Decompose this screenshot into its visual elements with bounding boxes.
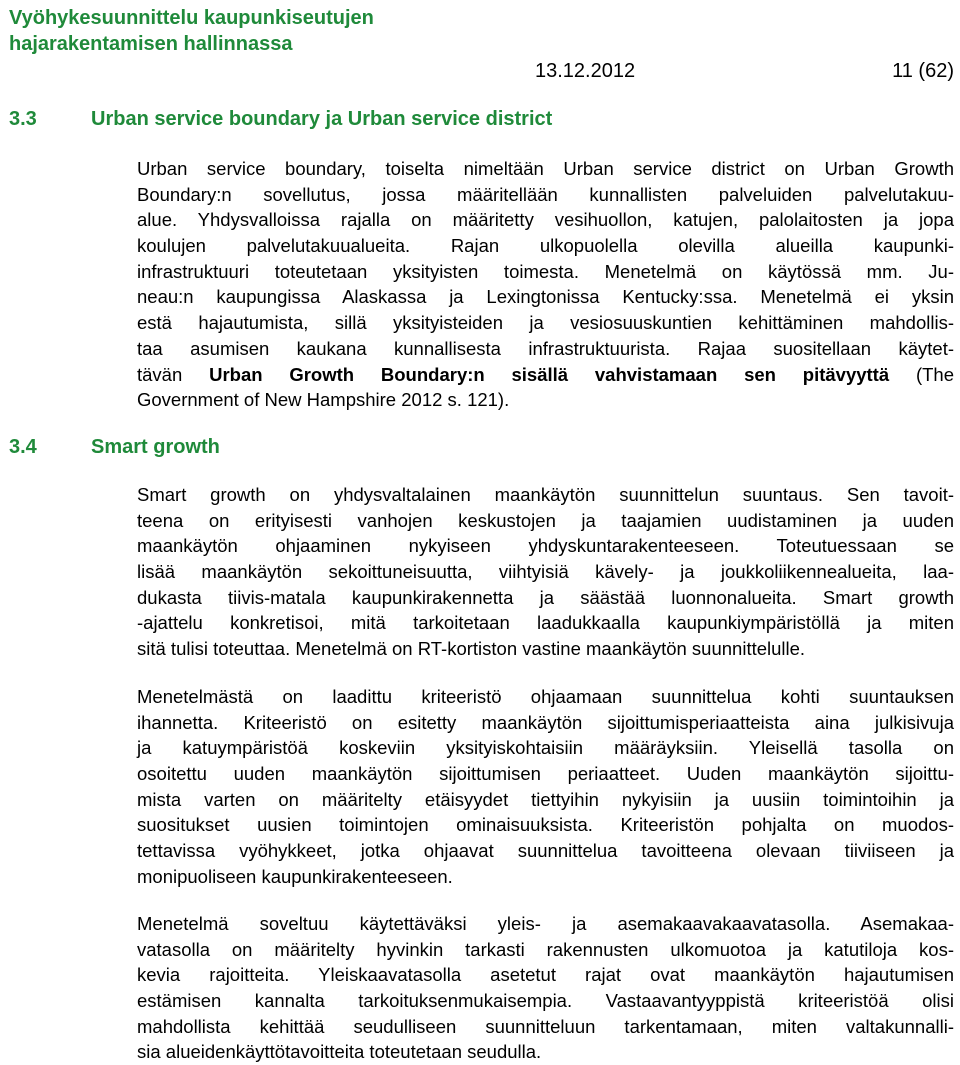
text-run: tävän (137, 363, 210, 385)
section-number: 3.3 (9, 108, 37, 130)
text-line: vatasolla on määritelty hyvinkin tarkasti rakennusten ulkomuotoa ja katutiloja kos- (137, 938, 954, 960)
text-line: dukasta tiivis-matala kaupunkirakennetta ja säästää luonnonalueita. Smart growth (137, 586, 954, 608)
section-3-4-paragraph-3 (137, 911, 954, 1065)
text-line: ihannetta. Kriteeristö on esitetty maankäytön sijoittumisperiaatteista aina julkisivuja (137, 711, 954, 733)
text-line: alue. Yhdysvalloissa rajalla on määritetty vesihuollon, katujen, palolaitosten ja jopa (137, 209, 954, 231)
section-title: Smart growth (91, 436, 220, 458)
text-line: kevia rajoitteita. Yleiskaavatasolla asetetut rajat ovat maankäytön hajautumisen (137, 964, 954, 986)
section-heading-3-3 (9, 106, 552, 132)
document-header-title (9, 5, 374, 57)
text-line: ja katuympäristöä koskeviin yksityiskohtaisiin määräyksiin. Yleisellä tasolla on (137, 737, 954, 759)
text-line: Smart growth on yhdysvaltalainen maankäytön suunnittelun suuntaus. Sen tavoit- (137, 484, 954, 505)
text-line: Menetelmä soveltuu käytettäväksi yleis- ja asemakaavakaavatasolla. Asemakaa- (137, 913, 954, 934)
text-line: Boundary:n sovellutus, jossa määritellään kunnallisten palveluiden palvelutakuu- (137, 183, 954, 205)
text-line: lisää maankäytön sekoittuneisuutta, viihtyisiä kävely- ja joukkoliikennealueita, laa- (137, 561, 954, 583)
section-3-4-paragraph-1 (137, 482, 954, 662)
text-line: Urban service boundary, toiselta nimeltään Urban service district on Urban Growth (137, 158, 954, 179)
header-page-number: 11 (62) (892, 60, 954, 82)
text-line: Menetelmästä on laadittu kriteeristö ohjaamaan suunnittelua kohti suuntauksen (137, 686, 954, 707)
text-line: tettavissa vyöhykkeet, jotka ohjaavat suunnittelua tavoitteena olevaan tiiviiseen ja (137, 840, 954, 862)
text-line: teena on erityisesti vanhojen keskustojen ja taajamien uudistaminen ja uuden (137, 509, 954, 531)
text-line: sitä tulisi toteuttaa. Menetelmä on RT-kortiston vastine maankäytön suunnittelulle. (137, 638, 806, 660)
text-line: estämisen kannalta tarkoituksenmukaisempia. Vastaavantyyppistä kriteeristöä olisi (137, 990, 954, 1012)
section-title: Urban service boundary ja Urban service district (91, 108, 553, 130)
section-3-4-paragraph-2 (137, 684, 954, 890)
text-line: infrastruktuuri toteutetaan yksityisten toimesta. Menetelmä on käytössä mm. Ju- (137, 260, 954, 282)
text-line: maankäytön ohjaaminen nykyiseen yhdyskuntarakenteeseen. Toteutuessaan se (137, 535, 954, 557)
text-line: sia alueidenkäyttötavoitteita toteutetaan seudulla. (137, 1041, 542, 1063)
text-line: mahdollista kehittää seudulliseen suunnitteluun tarkentamaan, miten valtakunnalli- (137, 1015, 954, 1037)
text-line: taa asumisen kaukana kunnallisesta infrastruktuurista. Rajaa suositellaan käytet- (137, 337, 954, 359)
section-number: 3.4 (9, 436, 37, 458)
section-3-3-paragraph (137, 156, 954, 413)
text-line: -ajattelu konkretisoi, mitä tarkoitetaan laadukkaalla kaupunkiympäristöllä ja miten (137, 612, 954, 634)
text-line: estä hajautumista, sillä yksityisteiden ja vesiosuuskuntien kehittäminen mahdollis- (137, 312, 954, 334)
text-line: Government of New Hampshire 2012 s. 121). (137, 389, 510, 411)
text-line-with-emphasis (137, 362, 954, 388)
text-run: (The (889, 363, 954, 385)
text-line: koulujen palvelutakuualueita. Rajan ulkopuolella olevilla alueilla kaupunki- (137, 235, 954, 257)
header-title-line-2: hajarakentamisen hallinnassa (9, 33, 293, 55)
header-date: 13.12.2012 (535, 60, 636, 82)
text-line: neau:n kaupungissa Alaskassa ja Lexingtonissa Kentucky:ssa. Menetelmä ei yksin (137, 286, 954, 308)
text-line: monipuoliseen kaupunkirakenteeseen. (137, 865, 453, 887)
text-line: mista varten on määritelty etäisyydet tiettyihin nykyisiin ja uusiin toimintoihin ja (137, 788, 954, 810)
emphasized-text: Urban Growth Boundary:n sisällä vahvistamaan sen pitävyyttä (209, 363, 890, 385)
text-line: osoitettu uuden maankäytön sijoittumisen periaatteet. Uuden maankäytön sijoittu- (137, 763, 954, 785)
section-heading-3-4 (9, 434, 220, 460)
text-line: suositukset uusien toimintojen ominaisuuksista. Kriteeristön pohjalta on muodos- (137, 814, 954, 836)
header-title-line-1: Vyöhykesuunnittelu kaupunkiseutujen (9, 7, 374, 29)
